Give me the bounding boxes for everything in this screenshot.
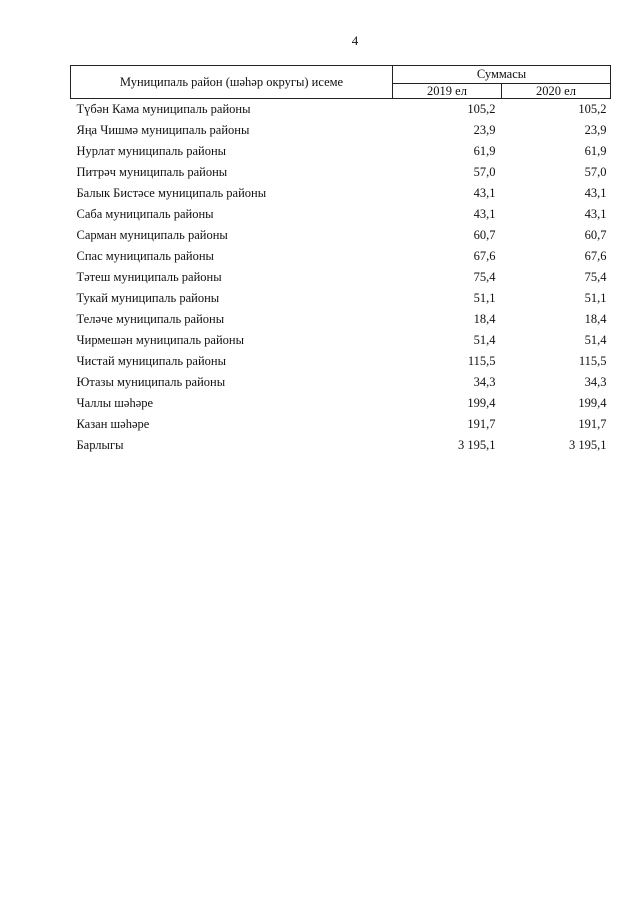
district-name-cell: Яңа Чишмә муниципаль районы [76, 123, 250, 137]
value-2019-cell: 115,5 [467, 354, 496, 368]
district-name-cell: Түбән Кама муниципаль районы [76, 102, 251, 116]
value-2020-cell: 51,4 [584, 333, 607, 347]
value-2019-cell: 34,3 [473, 375, 496, 389]
value-2019-cell: 43,1 [473, 207, 496, 221]
value-2019-cell: 18,4 [473, 312, 496, 326]
table-row [71, 351, 611, 372]
value-2020-cell: 51,1 [584, 291, 607, 305]
district-name-cell: Тукай муниципаль районы [76, 291, 220, 305]
district-name-cell: Чирмешән муниципаль районы [76, 333, 244, 347]
table-row [71, 183, 611, 204]
district-name-cell: Барлыгы [76, 438, 124, 452]
value-2020-cell: 3 195,1 [569, 438, 607, 452]
district-name-cell: Сарман муниципаль районы [76, 228, 228, 242]
value-2020-cell: 18,4 [584, 312, 607, 326]
table-row [71, 120, 611, 141]
table-row [71, 414, 611, 435]
table-row [71, 330, 611, 351]
district-name-cell: Тәтеш муниципаль районы [76, 270, 222, 284]
value-2020-cell: 43,1 [584, 207, 607, 221]
value-2019-cell: 199,4 [467, 396, 496, 410]
page-number: 4 [351, 33, 359, 48]
column-header-district-name: Муниципаль район (шәһәр округы) исеме [71, 66, 393, 99]
table-row [71, 162, 611, 183]
value-2019-cell: 67,6 [473, 249, 496, 263]
value-2019-cell: 3 195,1 [458, 438, 496, 452]
value-2020-cell: 57,0 [584, 165, 607, 179]
district-name-cell: Балык Бистәсе муниципаль районы [76, 186, 267, 200]
district-name-cell: Саба муниципаль районы [76, 207, 214, 221]
table-row [71, 204, 611, 225]
table-header [71, 66, 611, 99]
table-row [71, 99, 611, 121]
table-row [71, 372, 611, 393]
value-2019-cell: 105,2 [467, 102, 496, 116]
table-row [71, 246, 611, 267]
district-name-cell: Казан шәһәре [76, 417, 150, 431]
column-header-2020: 2020 ел [502, 84, 611, 99]
value-2020-cell: 115,5 [578, 354, 607, 368]
value-2020-cell: 75,4 [584, 270, 607, 284]
district-name-cell: Питрәч муниципаль районы [76, 165, 228, 179]
allocation-table [70, 65, 611, 456]
value-2020-cell: 43,1 [584, 186, 607, 200]
district-name-cell: Спас муниципаль районы [76, 249, 214, 263]
value-2019-cell: 51,4 [473, 333, 496, 347]
column-header-sum: Суммасы [393, 66, 611, 84]
value-2019-cell: 191,7 [467, 417, 496, 431]
value-2020-cell: 105,2 [578, 102, 607, 116]
table-row [71, 267, 611, 288]
table-row [71, 141, 611, 162]
district-name-cell: Чаллы шәһәре [76, 396, 154, 410]
value-2019-cell: 43,1 [473, 186, 496, 200]
table-row [71, 393, 611, 414]
value-2020-cell: 191,7 [578, 417, 607, 431]
value-2019-cell: 60,7 [473, 228, 496, 242]
value-2020-cell: 199,4 [578, 396, 607, 410]
district-name-cell: Теләче муниципаль районы [76, 312, 225, 326]
value-2020-cell: 34,3 [584, 375, 607, 389]
table-row [71, 288, 611, 309]
value-2019-cell: 61,9 [473, 144, 496, 158]
table-row [71, 435, 611, 456]
table-row [71, 309, 611, 330]
district-name-cell: Ютазы муниципаль районы [76, 375, 226, 389]
value-2020-cell: 67,6 [584, 249, 607, 263]
value-2019-cell: 51,1 [473, 291, 496, 305]
table-body [71, 99, 611, 457]
value-2019-cell: 75,4 [473, 270, 496, 284]
value-2020-cell: 23,9 [584, 123, 607, 137]
value-2019-cell: 57,0 [473, 165, 496, 179]
value-2020-cell: 60,7 [584, 228, 607, 242]
district-name-cell: Чистай муниципаль районы [76, 354, 226, 368]
value-2019-cell: 23,9 [473, 123, 496, 137]
allocation-table-container [70, 65, 610, 456]
table-row [71, 225, 611, 246]
value-2020-cell: 61,9 [584, 144, 607, 158]
column-header-2019: 2019 ел [393, 84, 502, 99]
district-name-cell: Нурлат муниципаль районы [76, 144, 227, 158]
